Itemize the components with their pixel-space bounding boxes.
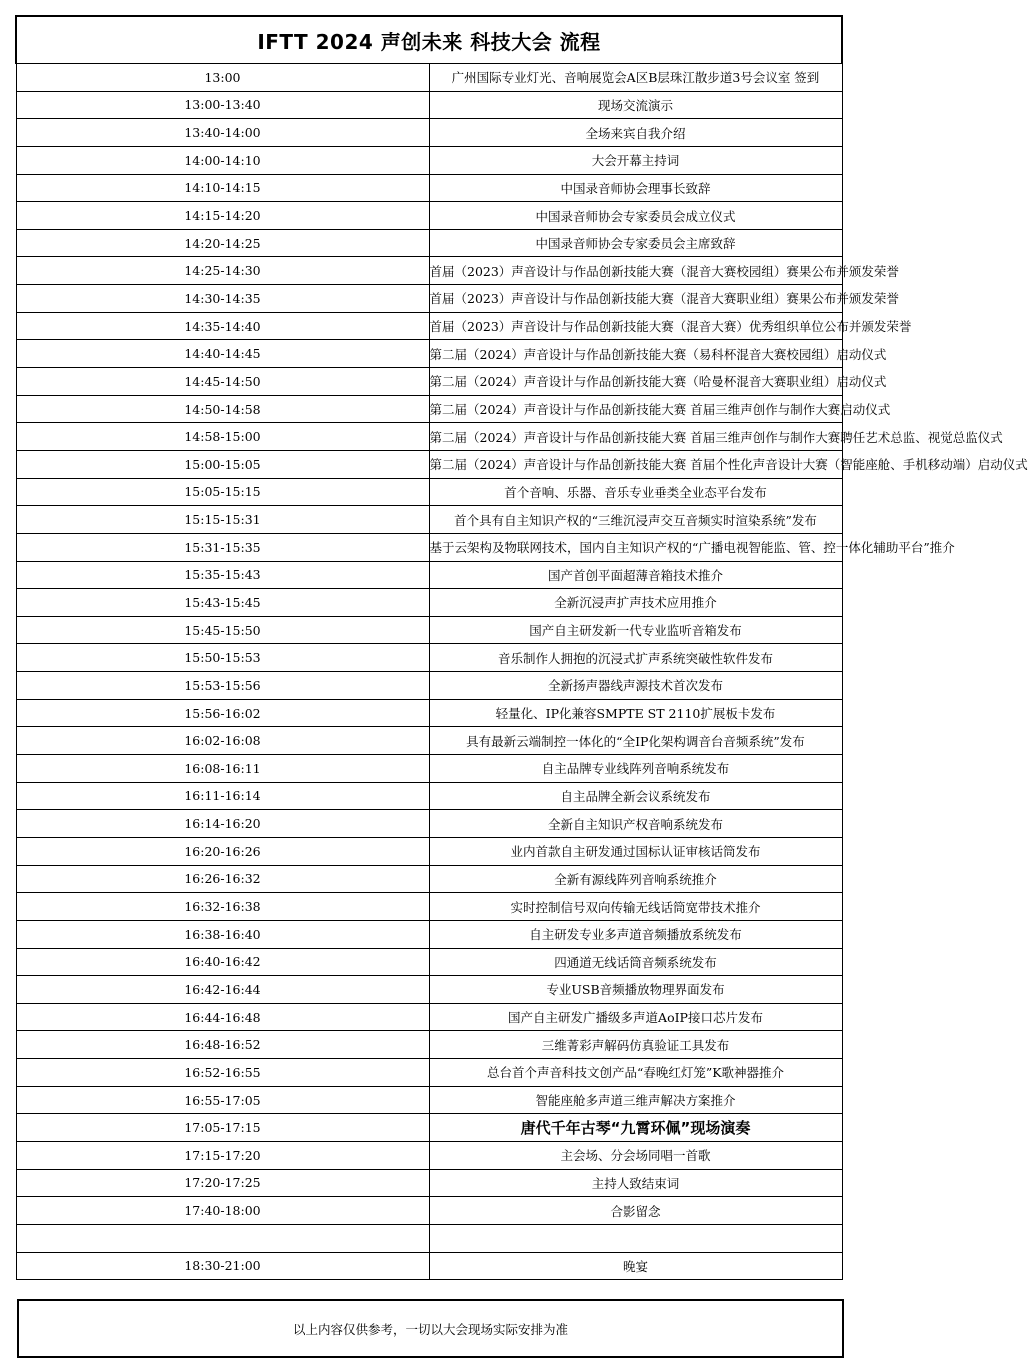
time-cell: 15:50-15:53 [16, 644, 429, 672]
schedule-row [16, 782, 842, 810]
time-cell: 14:30-14:35 [16, 285, 429, 313]
schedule-row [16, 506, 842, 534]
event-cell: 主持人致结束词 [429, 1169, 842, 1197]
time-cell: 16:32-16:38 [16, 893, 429, 921]
event-cell: 晚宴 [429, 1252, 842, 1280]
event-cell: 自主品牌全新会议系统发布 [429, 782, 842, 810]
event-cell: 业内首款自主研发通过国标认证审核话筒发布 [429, 837, 842, 865]
page-title: IFTT 2024 声创未来 科技大会 流程 [16, 16, 842, 64]
time-cell: 16:40-16:42 [16, 948, 429, 976]
event-cell: 全新自主知识产权音响系统发布 [429, 810, 842, 838]
event-cell: 三维菁彩声解码仿真验证工具发布 [429, 1031, 842, 1059]
schedule-row [16, 1059, 842, 1087]
time-cell: 13:40-14:00 [16, 119, 429, 147]
time-cell: 14:15-14:20 [16, 202, 429, 230]
footer-note-box [17, 1299, 844, 1358]
time-cell: 15:15-15:31 [16, 506, 429, 534]
schedule-row [16, 616, 842, 644]
schedule-row [16, 644, 842, 672]
event-cell: 主会场、分会场同唱一首歌 [429, 1141, 842, 1169]
time-cell: 16:14-16:20 [16, 810, 429, 838]
schedule-row [16, 589, 842, 617]
time-cell: 17:05-17:15 [16, 1114, 429, 1142]
time-cell: 16:11-16:14 [16, 782, 429, 810]
time-cell: 15:45-15:50 [16, 616, 429, 644]
schedule-row [16, 1031, 842, 1059]
time-cell: 14:50-14:58 [16, 395, 429, 423]
event-cell: 首个音响、乐器、音乐专业垂类全业态平台发布 [429, 478, 842, 506]
event-cell: 唐代千年古琴“九霄环佩”现场演奏 [429, 1114, 842, 1142]
event-cell: 国产自主研发广播级多声道AoIP接口芯片发布 [429, 1003, 842, 1031]
schedule-row [16, 1086, 842, 1114]
event-cell: 第二届（2024）声音设计与作品创新技能大赛 首届三维声创作与制作大赛聘任艺术总监、视觉总监仪式 [429, 423, 842, 451]
schedule-row [16, 202, 842, 230]
schedule-row [16, 64, 842, 92]
footer-note: 以上内容仅供参考，一切以大会现场实际安排为准 [292, 1321, 568, 1337]
event-cell: 四通道无线话筒音频系统发布 [429, 948, 842, 976]
event-cell: 第二届（2024）声音设计与作品创新技能大赛（易科杯混音大赛校园组）启动仪式 [429, 340, 842, 368]
event-cell: 国产自主研发新一代专业监听音箱发布 [429, 616, 842, 644]
schedule-row [16, 1224, 842, 1252]
schedule-row [16, 91, 842, 119]
event-cell: 基于云架构及物联网技术，国内自主知识产权的“广播电视智能监、管、控一体化辅助平台”推介 [429, 533, 842, 561]
schedule-row [16, 1169, 842, 1197]
time-cell: 17:20-17:25 [16, 1169, 429, 1197]
schedule-row [16, 865, 842, 893]
event-cell: 首届（2023）声音设计与作品创新技能大赛（混音大赛职业组）赛果公布并颁发荣誉 [429, 285, 842, 313]
time-cell: 16:20-16:26 [16, 837, 429, 865]
event-cell: 智能座舱多声道三维声解决方案推介 [429, 1086, 842, 1114]
event-cell: 专业USB音频播放物理界面发布 [429, 976, 842, 1004]
event-cell [429, 1224, 842, 1252]
schedule-row [16, 727, 842, 755]
event-cell: 第二届（2024）声音设计与作品创新技能大赛 首届三维声创作与制作大赛启动仪式 [429, 395, 842, 423]
time-cell: 15:53-15:56 [16, 672, 429, 700]
schedule-row [16, 395, 842, 423]
time-cell: 16:52-16:55 [16, 1059, 429, 1087]
time-cell: 15:43-15:45 [16, 589, 429, 617]
schedule-row [16, 174, 842, 202]
event-cell: 自主品牌专业线阵列音响系统发布 [429, 755, 842, 783]
time-cell: 13:00 [16, 64, 429, 92]
schedule-row [16, 561, 842, 589]
time-cell: 14:00-14:10 [16, 146, 429, 174]
event-cell: 首届（2023）声音设计与作品创新技能大赛（混音大赛校园组）赛果公布并颁发荣誉 [429, 257, 842, 285]
time-cell: 16:55-17:05 [16, 1086, 429, 1114]
event-cell: 总台首个声音科技文创产品“春晚红灯笼”K歌神器推介 [429, 1059, 842, 1087]
event-cell: 音乐制作人拥抱的沉浸式扩声系统突破性软件发布 [429, 644, 842, 672]
time-cell: 16:02-16:08 [16, 727, 429, 755]
event-cell: 实时控制信号双向传输无线话筒宽带技术推介 [429, 893, 842, 921]
schedule-row [16, 755, 842, 783]
event-cell: 中国录音师协会专家委员会主席致辞 [429, 229, 842, 257]
schedule-row [16, 948, 842, 976]
schedule-row [16, 699, 842, 727]
time-cell: 15:05-15:15 [16, 478, 429, 506]
event-cell: 首届（2023）声音设计与作品创新技能大赛（混音大赛）优秀组织单位公布并颁发荣誉 [429, 312, 842, 340]
schedule-row [16, 810, 842, 838]
schedule-row [16, 672, 842, 700]
time-cell: 14:35-14:40 [16, 312, 429, 340]
schedule-row [16, 837, 842, 865]
time-cell: 15:00-15:05 [16, 450, 429, 478]
time-cell: 16:38-16:40 [16, 920, 429, 948]
event-cell: 首个具有自主知识产权的“三维沉浸声交互音频实时渲染系统”发布 [429, 506, 842, 534]
schedule-row [16, 423, 842, 451]
schedule-row [16, 920, 842, 948]
event-cell: 中国录音师协会理事长致辞 [429, 174, 842, 202]
time-cell: 14:10-14:15 [16, 174, 429, 202]
schedule-row [16, 1252, 842, 1280]
schedule-row [16, 1114, 842, 1142]
schedule-row [16, 533, 842, 561]
time-cell: 16:08-16:11 [16, 755, 429, 783]
time-cell: 17:15-17:20 [16, 1141, 429, 1169]
event-cell: 具有最新云端制控一体化的“全IP化架构调音台音频系统”发布 [429, 727, 842, 755]
title-row [16, 16, 842, 64]
time-cell: 16:48-16:52 [16, 1031, 429, 1059]
event-cell: 全新有源线阵列音响系统推介 [429, 865, 842, 893]
time-cell: 15:35-15:43 [16, 561, 429, 589]
schedule-row [16, 478, 842, 506]
event-cell: 轻量化、IP化兼容SMPTE ST 2110扩展板卡发布 [429, 699, 842, 727]
event-cell: 广州国际专业灯光、音响展览会A区B层珠江散步道3号会议室 签到 [429, 64, 842, 92]
schedule-row [16, 976, 842, 1004]
schedule-row [16, 1141, 842, 1169]
event-cell: 全新沉浸声扩声技术应用推介 [429, 589, 842, 617]
schedule-row [16, 368, 842, 396]
schedule-row [16, 1003, 842, 1031]
schedule-row [16, 285, 842, 313]
time-cell: 14:40-14:45 [16, 340, 429, 368]
schedule-row [16, 1197, 842, 1225]
event-cell: 自主研发专业多声道音频播放系统发布 [429, 920, 842, 948]
event-cell: 国产首创平面超薄音箱技术推介 [429, 561, 842, 589]
time-cell: 16:44-16:48 [16, 1003, 429, 1031]
time-cell: 18:30-21:00 [16, 1252, 429, 1280]
schedule-row [16, 893, 842, 921]
schedule-row [16, 450, 842, 478]
event-cell: 第二届（2024）声音设计与作品创新技能大赛 首届个性化声音设计大赛（智能座舱、手机移动端）启动仪式 [429, 450, 842, 478]
schedule-row [16, 257, 842, 285]
time-cell: 16:26-16:32 [16, 865, 429, 893]
time-cell: 15:56-16:02 [16, 699, 429, 727]
event-cell: 大会开幕主持词 [429, 146, 842, 174]
event-cell: 全新扬声器线声源技术首次发布 [429, 672, 842, 700]
event-cell: 合影留念 [429, 1197, 842, 1225]
time-cell: 14:25-14:30 [16, 257, 429, 285]
schedule-sheet [15, 15, 1028, 1280]
event-cell: 现场交流演示 [429, 91, 842, 119]
schedule-row [16, 340, 842, 368]
time-cell: 14:45-14:50 [16, 368, 429, 396]
schedule-row [16, 119, 842, 147]
time-cell: 17:40-18:00 [16, 1197, 429, 1225]
schedule-row [16, 146, 842, 174]
time-cell: 14:58-15:00 [16, 423, 429, 451]
time-cell: 16:42-16:44 [16, 976, 429, 1004]
time-cell: 15:31-15:35 [16, 533, 429, 561]
schedule-table [15, 15, 1028, 1280]
event-cell: 全场来宾自我介绍 [429, 119, 842, 147]
schedule-row [16, 312, 842, 340]
time-cell: 14:20-14:25 [16, 229, 429, 257]
time-cell: 13:00-13:40 [16, 91, 429, 119]
event-cell: 中国录音师协会专家委员会成立仪式 [429, 202, 842, 230]
time-cell [16, 1224, 429, 1252]
event-cell: 第二届（2024）声音设计与作品创新技能大赛（哈曼杯混音大赛职业组）启动仪式 [429, 368, 842, 396]
schedule-row [16, 229, 842, 257]
